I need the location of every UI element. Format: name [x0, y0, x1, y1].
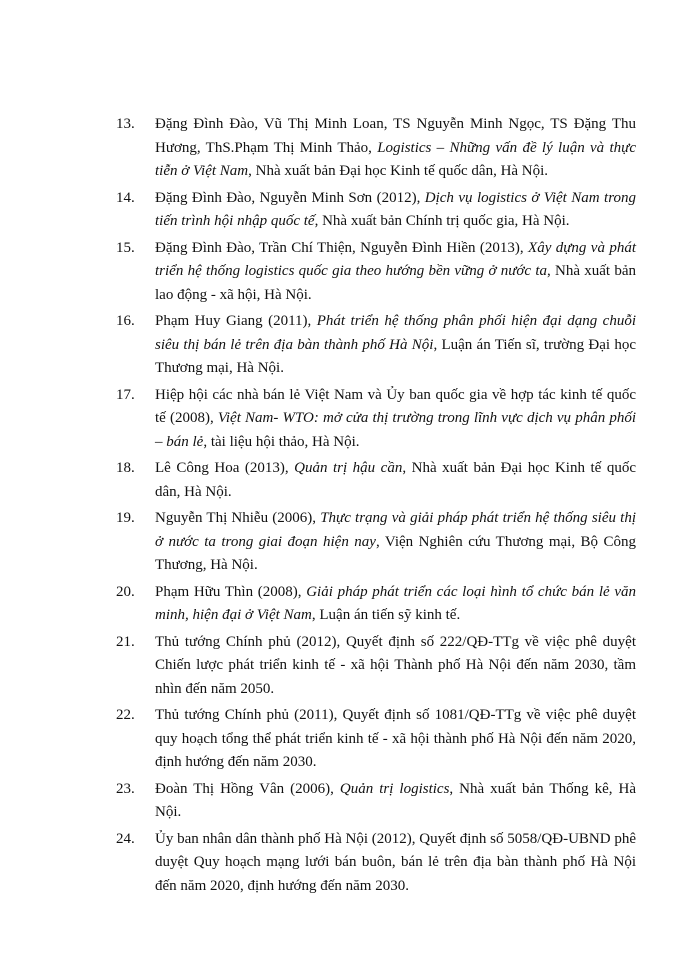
reference-text — [155, 113, 636, 184]
reference-details: , tài liệu hội thảo, Hà Nội. — [203, 433, 360, 450]
reference-authors: Đặng Đình Đào, Nguyễn Minh Sơn (2012), — [155, 189, 425, 206]
reference-title: Việt Nam- WTO: mở cửa thị trường trong lĩnh vực dịch vụ phân phối – bán lẻ — [155, 410, 636, 450]
reference-text — [155, 457, 636, 504]
reference-title: Phát triển hệ thống phân phối hiện đại dạng chuỗi siêu thị bán lẻ trên địa bàn thành phố Hà Nội — [155, 313, 636, 353]
reference-item-17 — [116, 384, 636, 455]
reference-title: Thực trạng và giải pháp phát triển hệ thống siêu thị ở nước ta trong giai đoạn hiện nay — [155, 510, 637, 550]
reference-title: Quản trị hậu cần — [294, 460, 403, 476]
reference-details: , Nhà xuất bản Đại học Kinh tế quốc dân, Hà Nội. — [248, 163, 549, 179]
reference-authors: Ủy ban nhân dân thành phố Hà Nội (2012), Quyết định số 5058/QĐ-UBND phê duyệt Quy hoạch mạng lưới bán buôn, bán lẻ trên địa bàn thành phố Hà Nội đến năm 2020, định hướng đến năm 2030. — [155, 830, 636, 894]
reference-item-14 — [116, 187, 636, 234]
reference-authors: Thủ tướng Chính phủ (2011), Quyết định số 1081/QĐ-TTg về việc phê duyệt quy hoạch tổng thể phát triển kinh tế - xã hội thành phố Hà Nội đến năm 2020, định hướng đến năm 2030. — [155, 707, 636, 770]
reference-details: , Viện Nghiên cứu Thương mại, Bộ Công Thương, Hà Nội. — [155, 533, 636, 573]
reference-number: 16. — [116, 313, 135, 329]
reference-authors: Đặng Đình Đào, Vũ Thị Minh Loan, TS Nguyễn Minh Ngọc, TS Đặng Thu Hương, ThS.Phạm Thị Minh Thảo, — [155, 116, 636, 156]
reference-item-24 — [116, 828, 636, 899]
reference-authors: Đặng Đình Đào, Trần Chí Thiện, Nguyễn Đình Hiền (2013), — [155, 239, 529, 256]
reference-number: 13. — [116, 116, 135, 132]
reference-authors: Nguyễn Thị Nhiễu (2006), — [155, 510, 321, 526]
reference-details: , Nhà xuất bản lao động - xã hội, Hà Nội. — [155, 263, 636, 303]
reference-number: 23. — [116, 780, 135, 797]
reference-details: , Luận án tiến sỹ kinh tế. — [311, 607, 461, 623]
reference-text — [155, 778, 636, 825]
reference-number: 24. — [116, 830, 135, 847]
reference-number: 22. — [116, 707, 135, 723]
reference-text — [155, 828, 636, 899]
reference-number: 17. — [116, 386, 135, 403]
reference-item-16 — [116, 310, 636, 381]
reference-text — [155, 581, 636, 628]
reference-item-15 — [116, 237, 636, 308]
reference-authors: Thủ tướng Chính phủ (2012), Quyết định số 222/QĐ-TTg về việc phê duyệt Chiến lược phát triển kinh tế - xã hội Thành phố Hà Nội đến năm 2030, tầm nhìn đến năm 2050. — [155, 633, 636, 697]
reference-authors: Hiệp hội các nhà bán lẻ Việt Nam và Ủy ban quốc gia về hợp tác kinh tế quốc tế (2008), — [155, 386, 636, 426]
reference-text — [155, 237, 636, 308]
reference-item-18 — [116, 457, 636, 504]
reference-list — [116, 113, 636, 901]
reference-text — [155, 310, 636, 381]
reference-details: , Nhà xuất bản Thống kê, Hà Nội. — [155, 780, 636, 820]
reference-details: , Luận án Tiến sĩ, trường Đại học Thương mại, Hà Nội. — [155, 336, 636, 376]
reference-details: , Nhà xuất bản Chính trị quốc gia, Hà Nội. — [314, 213, 570, 229]
reference-title: Quản trị logistics — [339, 780, 450, 797]
reference-item-21 — [116, 631, 636, 702]
reference-title: Dịch vụ logistics ở Việt Nam trong tiến trình hội nhập quốc tế — [155, 189, 636, 229]
reference-number: 21. — [116, 633, 135, 650]
reference-item-13 — [116, 113, 636, 184]
reference-item-23 — [116, 778, 636, 825]
reference-details: , Nhà xuất bản Đại học Kinh tế quốc dân, Hà Nội. — [155, 460, 636, 500]
reference-number: 19. — [116, 510, 135, 526]
reference-number: 14. — [116, 189, 135, 206]
reference-number: 20. — [116, 583, 135, 600]
reference-item-19 — [116, 507, 636, 578]
reference-text — [155, 631, 636, 702]
reference-number: 15. — [116, 239, 135, 256]
reference-title: Xây dựng và phát triển hệ thống logistics quốc gia theo hướng bền vững ở nước ta — [155, 239, 637, 279]
reference-text — [155, 704, 636, 775]
reference-item-22 — [116, 704, 636, 775]
reference-authors: Lê Công Hoa (2013), — [155, 460, 295, 476]
reference-number: 18. — [116, 460, 135, 476]
reference-text — [155, 507, 636, 578]
reference-authors: Phạm Huy Giang (2011), — [155, 313, 317, 329]
reference-title: Giải pháp phát triển các loại hình tổ chức bán lẻ văn minh, hiện đại ở Việt Nam — [155, 583, 636, 623]
reference-text — [155, 187, 636, 234]
reference-authors: Phạm Hữu Thìn (2008), — [155, 583, 307, 600]
reference-item-20 — [116, 581, 636, 628]
reference-authors: Đoàn Thị Hồng Vân (2006), — [155, 780, 340, 797]
reference-text — [155, 384, 636, 455]
reference-title: Logistics – Những vấn đề lý luận và thực tiễn ở Việt Nam — [155, 139, 636, 179]
